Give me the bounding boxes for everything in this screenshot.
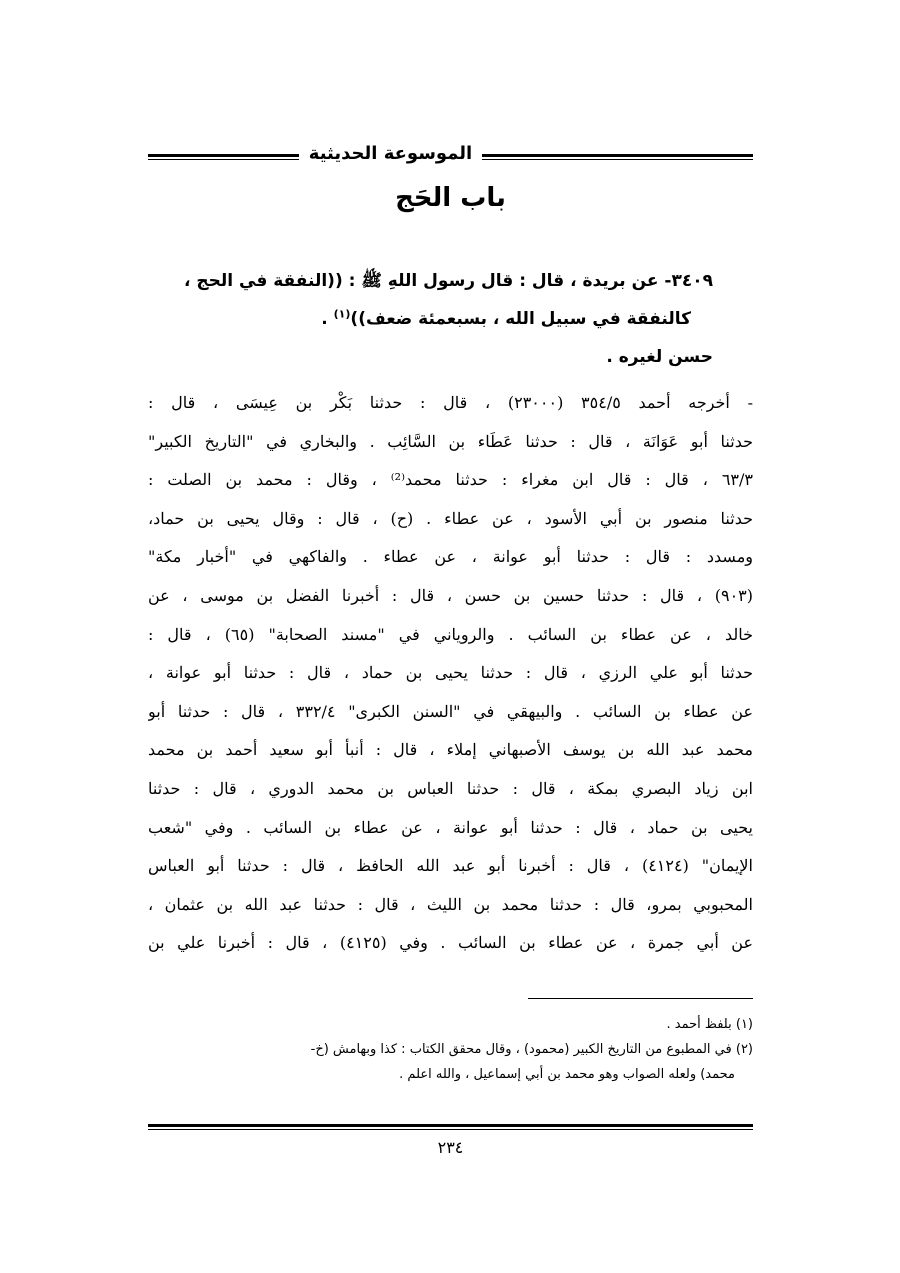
footnote-2: (٢) في المطبوع من التاريخ الكبير (محمود) ، وقال محقق الكتاب : كذا وبهامش (خ- [310, 1042, 753, 1057]
body-line: حدثنا أبو عَوَانَة ، قال : حدثنا عَطَاء بن السَّائِب . والبخاري في "التاريخ الكبير" [148, 431, 753, 451]
body-line: محمد عبد الله بن يوسف الأصبهاني إملاء ، قال : أنبأ أبو سعيد أحمد بن محمد [148, 740, 753, 760]
body-line: - أخرجه أحمد ٣٥٤/٥ (٢٣٠٠٠) ، قال : حدثنا بَكْر بن عِيسَى ، قال : [148, 393, 753, 412]
body-line: عن عطاء بن السائب . والبيهقي في "السنن الكبرى" ٣٣٢/٤ ، قال : حدثنا أبو [148, 701, 753, 721]
chapter-title: باب الحَج [395, 183, 506, 213]
footnote-1: (١) بلفظ أحمد . [666, 1017, 753, 1032]
page-number: ٢٣٤ [437, 1138, 464, 1157]
body-line: الإيمان" (٤١٢٤) ، قال : أخبرنا أبو عبد الله الحافظ ، قال : حدثنا أبو العباس [148, 856, 753, 876]
body-line: حدثنا منصور بن أبي الأسود ، عن عطاء . (ح) ، قال : وقال يحيى بن حماد، [148, 508, 753, 528]
hadith-line-2-end: . [321, 309, 334, 329]
body-line: ابن زياد البصري بمكة ، قال : حدثنا العباس بن محمد الدوري ، قال : حدثنا [148, 778, 753, 798]
hadith-heading [148, 262, 713, 338]
body-line: خالد ، عن عطاء بن السائب . والروياني في "مسند الصحابة" (٦٥) ، قال : [148, 624, 753, 644]
footnote-2-continued: محمد) ولعله الصواب وهو محمد بن أبي إسماعيل ، والله اعلم . [399, 1067, 735, 1082]
body-line: ومسدد : قال : حدثنا أبو عوانة ، عن عطاء . والفاكهي في "أخبار مكة" [148, 547, 753, 567]
takhrij-body [148, 384, 753, 963]
body-line: عن أبي جمرة ، عن عطاء بن السائب . وفي (٤١٢٥) ، قال : أخبرنا علي بن [148, 933, 753, 953]
hadith-line-2-text: كالنفقة في سبيل الله ، بسبعمئة ضعف)) [350, 309, 691, 329]
hadith-grade: حسن لغيره . [606, 347, 713, 367]
body-line: حدثنا أبو علي الرزي ، قال : حدثنا يحيى بن حماد ، قال : حدثنا أبو عوانة ، [148, 663, 753, 683]
body-line: المحبوبي بمرو، قال : حدثنا محمد بن الليث ، قال : حدثنا عبد الله بن عثمان ، [148, 894, 753, 914]
footer-rule [148, 1124, 753, 1130]
header-title: الموسوعة الحديثية [299, 140, 482, 168]
body-line: (٩٠٣) ، قال : حدثنا حسين بن حسن ، قال : أخبرنا الفضل بن موسى ، عن [148, 585, 753, 605]
footnote-separator [528, 998, 753, 999]
hadith-line-1: ٣٤٠٩- عن بريدة ، قال : قال رسول اللهِ ﷺ : ((النفقة في الحج ، [183, 271, 713, 291]
footnote-ref-1[interactable]: (١) [333, 307, 351, 321]
hadith-line-2 [148, 300, 713, 338]
footnotes [148, 1012, 753, 1087]
running-header [148, 140, 753, 172]
header-title-wrap [148, 140, 753, 168]
body-line: يحيى بن حماد ، قال : حدثنا أبو عوانة ، عن عطاء بن السائب . وفي "شعب [148, 817, 753, 837]
body-line: ٦٣/٣ ، قال : قال ابن مغراء : حدثنا محمد⁽²⁾ ، وقال : محمد بن الصلت : [148, 470, 753, 490]
